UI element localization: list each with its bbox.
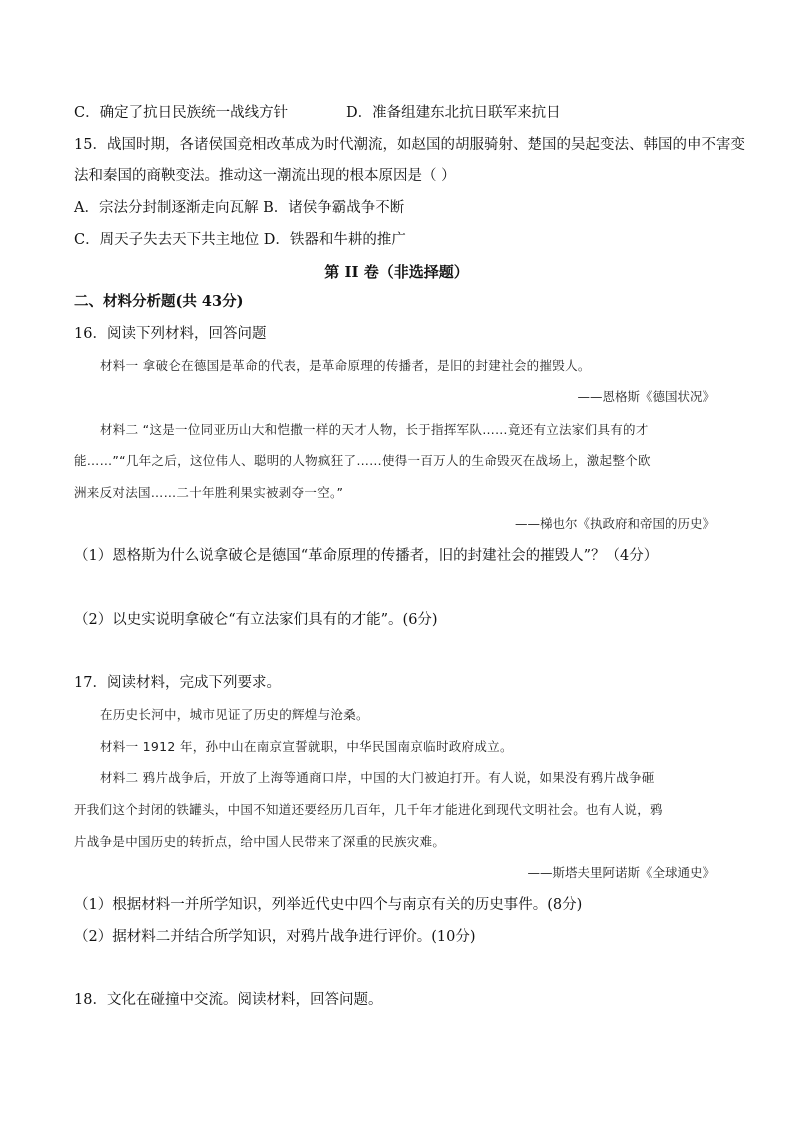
- q15-options-cd: C．周天子失去天下共主地位 D．铁器和牛耕的推广: [74, 232, 406, 248]
- section-heading: 二、材料分析题(共 43分): [74, 293, 244, 310]
- q17-subquestion-1: （1）根据材料一并所学知识，列举近代史中四个与南京有关的历史事件。(8分): [74, 897, 583, 913]
- q17-material-2-line-1: 材料二 鸦片战争后，开放了上海等通商口岸，中国的大门被迫打开。有人说，如果没有鸦片战争砸: [100, 770, 655, 785]
- q16-subquestion-1: （1）恩格斯为什么说拿破仑是德国“革命原理的传播者，旧的封建社会的摧毁人”？（4分）: [74, 548, 659, 564]
- q17-material-1: 材料一 1912 年，孙中山在南京宣誓就职，中华民国南京临时政府成立。: [100, 739, 513, 754]
- q16-material-2-source: ——梯也尔《执政府和帝国的历史》: [514, 516, 715, 531]
- q17-material-2-line-3: 片战争是中国历史的转折点，给中国人民带来了深重的民族灾难。: [74, 834, 446, 849]
- q16-material-2-line-1: 材料二 “这是一位同亚历山大和恺撒一样的天才人物，长于指挥军队……竟还有立法家们具有的才: [100, 422, 649, 437]
- q16-material-2-line-2: 能……”“几年之后，这位伟人、聪明的人物疯狂了……使得一百万人的生命毁灭在战场上，激起整个欧: [74, 453, 651, 468]
- q16-material-1-source: ——恩格斯《德国状况》: [577, 389, 715, 404]
- q16-stem: 16．阅读下列材料，回答问题: [74, 326, 267, 342]
- part-2-title: 第 II 卷（非选择题）: [324, 263, 469, 281]
- q14-option-d: D．准备组建东北抗日联军来抗日: [346, 105, 561, 121]
- q17-stem: 17．阅读材料，完成下列要求。: [74, 675, 281, 691]
- q17-intro: 在历史长河中，城市见证了历史的辉煌与沧桑。: [100, 707, 369, 722]
- q17-material-2-source: ——斯塔夫里阿诺斯《全球通史》: [527, 865, 715, 880]
- q17-material-2-line-2: 开我们这个封闭的铁罐头，中国不知道还要经历几百年，几千年才能进化到现代文明社会。也有人说，鸦: [74, 802, 663, 817]
- q14-option-c: C．确定了抗日民族统一战线方针: [74, 105, 289, 121]
- q15-stem-line-1: 15．战国时期，各诸侯国竞相改革成为时代潮流，如赵国的胡服骑射、楚国的吴起变法、韩国的申不害变: [74, 137, 745, 153]
- q15-stem-line-2: 法和秦国的商鞅变法。推动这一潮流出现的根本原因是（ ）: [74, 168, 456, 184]
- q16-subquestion-2: （2）以史实说明拿破仑“有立法家们具有的才能”。(6分): [74, 612, 438, 628]
- q15-options-ab: A．宗法分封制逐渐走向瓦解 B．诸侯争霸战争不断: [74, 200, 405, 216]
- q17-subquestion-2: （2）据材料二并结合所学知识，对鸦片战争进行评价。(10分): [74, 929, 476, 945]
- q16-material-1: 材料一 拿破仑在德国是革命的代表，是革命原理的传播者，是旧的封建社会的摧毁人。: [100, 358, 591, 373]
- q16-material-2-line-3: 洲来反对法国……二十年胜利果实被剥夺一空。”: [74, 485, 344, 500]
- q18-stem: 18．文化在碰撞中交流。阅读材料，回答问题。: [74, 992, 383, 1008]
